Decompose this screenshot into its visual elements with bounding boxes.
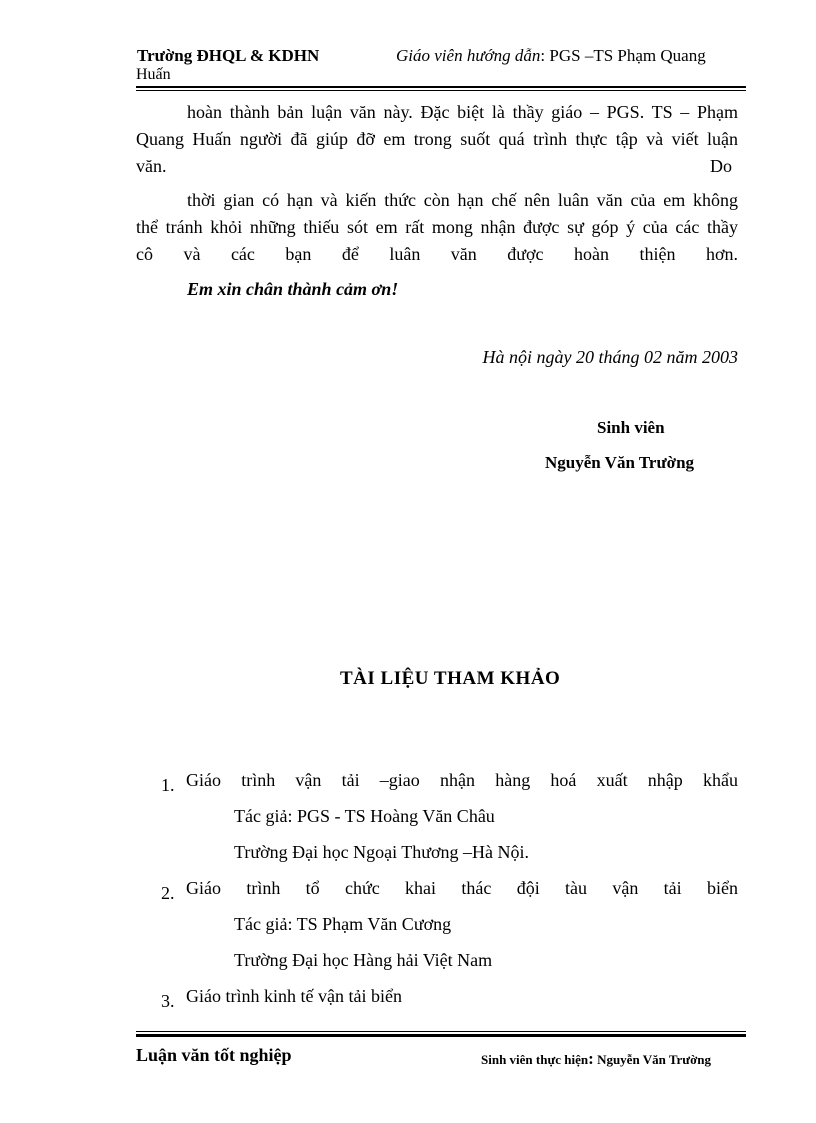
ref-1-number: 1. — [161, 775, 175, 795]
footer-rule-thin — [136, 1031, 746, 1032]
ref-2-author: Tác giả: TS Phạm Văn Cương — [234, 914, 452, 934]
footer-colon: : — [588, 1049, 594, 1068]
body-line-3-left: văn. — [136, 156, 167, 176]
student-name: Nguyễn Văn Trường — [545, 453, 695, 472]
ref-3-number: 3. — [161, 991, 175, 1011]
body-line-4: thời gian có hạn và kiến thức còn hạn chế nên luân văn của em không — [187, 190, 738, 210]
ref-2-number: 2. — [161, 883, 175, 903]
header-advisor — [396, 46, 706, 66]
footer-student — [481, 1049, 711, 1069]
thanks-line: Em xin chân thành cảm ơn! — [187, 279, 399, 299]
header-school: Trường ĐHQL & KDHN — [137, 46, 320, 65]
ref-1-title: Giáo trình vận tải –giao nhận hàng hoá xuất nhập khẩu — [186, 770, 738, 790]
body-line-3-right: Do — [710, 156, 732, 176]
ref-3-title: Giáo trình kinh tế vận tải biển — [186, 986, 402, 1006]
ref-1-school: Trường Đại học Ngoại Thương –Hà Nội. — [234, 842, 530, 862]
ref-2-title: Giáo trình tổ chức khai thác đội tàu vận tải biển — [186, 878, 738, 898]
advisor-label: Giáo viên hướng dẫn — [396, 46, 541, 65]
footer-student-label: Sinh viên thực hiện — [481, 1052, 589, 1067]
student-label: Sinh viên — [597, 418, 665, 437]
ref-2-school: Trường Đại học Hàng hải Việt Nam — [234, 950, 493, 970]
ref-1-author: Tác giả: PGS - TS Hoàng Văn Châu — [234, 806, 495, 826]
advisor-name: : PGS –TS Phạm Quang — [540, 46, 706, 65]
footer-student-name: Nguyễn Văn Trường — [597, 1052, 712, 1067]
signature-date: Hà nội ngày 20 tháng 02 năm 2003 — [482, 347, 738, 367]
body-line-2: Quang Huấn người đã giúp đỡ em trong suốt quá trình thực tập và viết luận — [136, 129, 738, 149]
body-line-6: cô và các bạn để luân văn được hoàn thiện hơn. — [136, 244, 738, 264]
footer-thesis-label: Luận văn tốt nghiệp — [136, 1045, 292, 1065]
body-line-5: thể tránh khỏi những thiếu sót em rất mong nhận được sự góp ý của các thầy — [136, 217, 738, 237]
footer-rule-thick — [136, 1034, 746, 1037]
references-title: TÀI LIỆU THAM KHẢO — [340, 668, 561, 689]
header-advisor-wrap: Huấn — [136, 66, 171, 83]
body-line-1: hoàn thành bản luận văn này. Đặc biệt là thầy giáo – PGS. TS – Phạm — [187, 102, 738, 122]
header-rule-thick — [136, 86, 746, 88]
header-rule-thin — [136, 90, 746, 91]
